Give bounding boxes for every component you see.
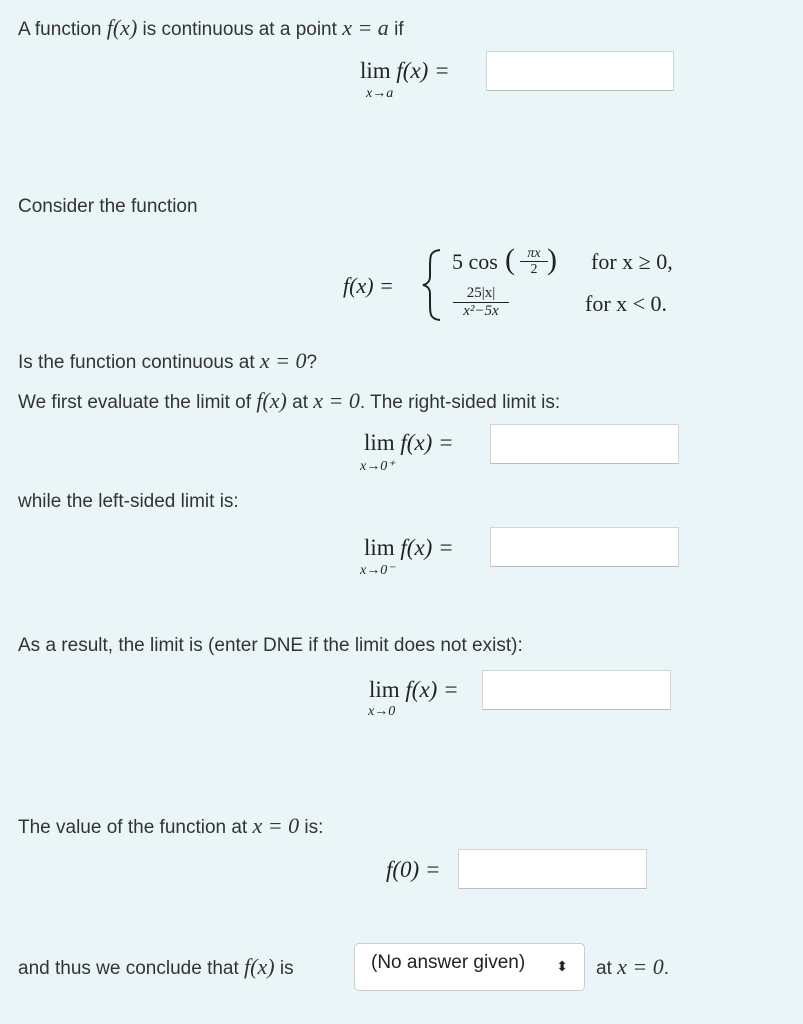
case2-cond: for x < 0. [585, 291, 668, 316]
question-text: Is the function continuous at [18, 352, 255, 373]
q2-limit [364, 430, 489, 456]
q4-answer-input[interactable] [482, 670, 671, 710]
q1-lim-word: lim [360, 58, 391, 83]
case1-frac-den: 2 [520, 261, 548, 277]
q4-limit [369, 677, 484, 703]
eval-text2: at [292, 392, 308, 413]
q3-limit [364, 535, 489, 561]
q1-answer-input[interactable] [486, 51, 674, 91]
conclude-at: at [596, 958, 612, 979]
select-arrow-icon: ⬍ [556, 958, 568, 974]
value-end: is: [304, 817, 324, 838]
intro-fx: f(x) [106, 15, 138, 40]
question-line [18, 349, 317, 375]
conclude-point: x = 0 [617, 954, 664, 979]
q3-answer-input[interactable] [490, 527, 679, 567]
q3-lim-word: lim [364, 535, 395, 560]
case2-num: 25|x| [466, 285, 496, 301]
q2-lim-word: lim [364, 430, 395, 455]
question-mark: ? [306, 352, 318, 373]
continuity-select[interactable] [354, 943, 585, 991]
q4-lim-sub: x→0 [368, 704, 396, 719]
conclude-period: . [663, 958, 670, 979]
q2-lim-var: f(x) = [400, 430, 454, 455]
eval-text1: We first evaluate the limit of [18, 392, 252, 413]
case1-frac-num: πx [527, 246, 541, 261]
value-text: The value of the function at [18, 817, 248, 838]
eval-fx: f(x) [256, 388, 287, 413]
left-brace-icon [420, 248, 444, 322]
conclude-is: is [279, 958, 294, 979]
q4-lim-var: f(x) = [405, 677, 459, 702]
eval-text3: . The right-sided limit is: [359, 392, 561, 413]
result-text: As a result, the limit is (enter DNE if the limit does not exist): [18, 635, 523, 656]
case1-lparen: ( [505, 243, 515, 276]
left-limit-text: while the left-sided limit is: [18, 491, 239, 512]
conclude-text: and thus we conclude that [18, 958, 239, 979]
conclude-tail [596, 955, 669, 981]
conclude-fx: f(x) [244, 954, 275, 979]
q2-lim-sub: x→0⁺ [360, 459, 395, 474]
question-point: x = 0 [259, 348, 307, 373]
q5-answer-input[interactable] [458, 849, 647, 889]
case1-coef: 5 cos [452, 249, 498, 274]
q3-lim-var: f(x) = [400, 535, 454, 560]
case2-den: x²−5x [453, 302, 509, 320]
case1-expr [452, 249, 498, 275]
q2-answer-input[interactable] [490, 424, 679, 464]
case2-frac [453, 285, 509, 320]
q4-lim-word: lim [369, 677, 400, 702]
intro-end: if [394, 19, 404, 40]
value-line [18, 814, 323, 840]
case1-rparen: ) [547, 243, 557, 276]
piecewise-fx: f(x) = [343, 273, 394, 298]
eval-line [18, 389, 560, 415]
eval-point: x = 0 [313, 388, 360, 413]
q1-limit [360, 58, 480, 84]
consider-text: Consider the function [18, 196, 198, 217]
case1-cond: for x ≥ 0, [591, 249, 673, 274]
q5-label: f(0) = [386, 857, 441, 882]
case1-frac [520, 246, 548, 277]
q1-lim-var: f(x) = [396, 58, 450, 83]
intro-text: A function [18, 19, 102, 40]
intro-cond: x = a [342, 15, 389, 40]
q3-lim-sub: x→0⁻ [360, 563, 395, 578]
select-value: (No answer given) [371, 952, 526, 973]
conclude-line [18, 955, 294, 981]
value-point: x = 0 [252, 813, 300, 838]
q1-lim-sub: x→a [366, 86, 394, 101]
intro-line [18, 16, 404, 42]
intro-mid: is continuous at a point [142, 19, 337, 40]
